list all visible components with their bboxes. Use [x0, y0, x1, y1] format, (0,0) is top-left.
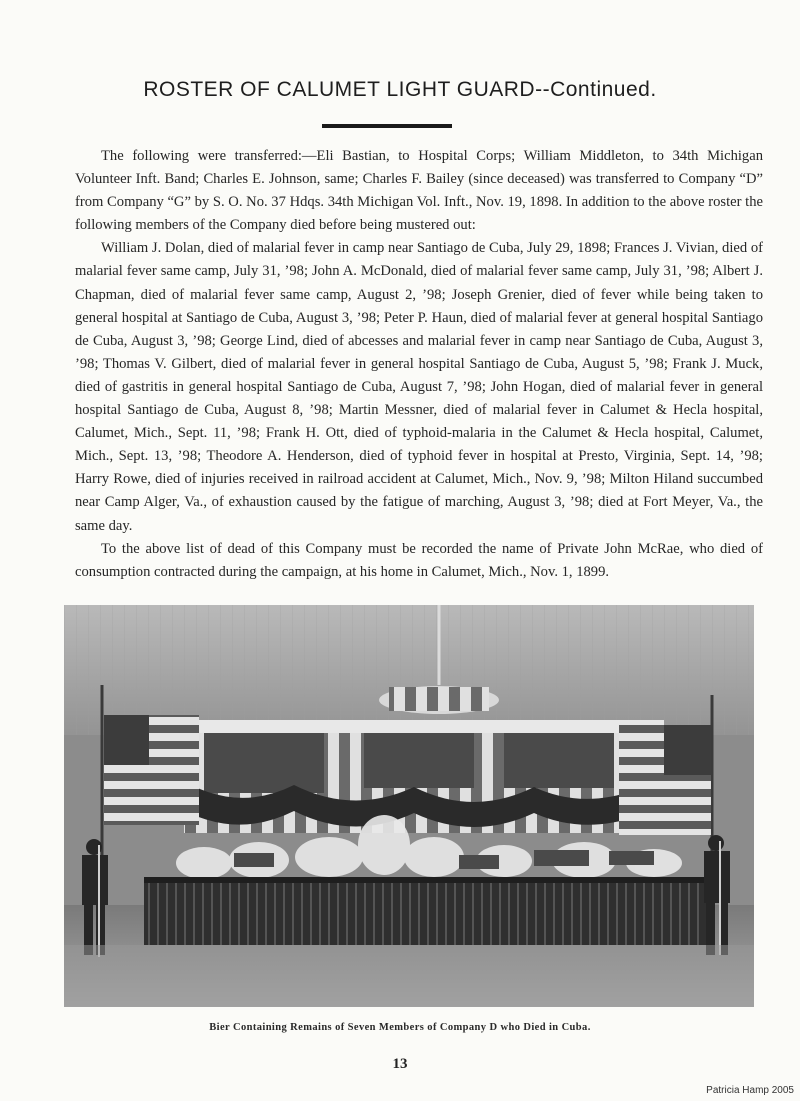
paragraph-mcrae: To the above list of dead of this Company must be recorded the name of Private John McRae, who died of consumption contracted during the campaign, at his home in Calumet, Mich., Nov. 1, 1899. [75, 540, 763, 580]
credit-text: Patricia Hamp 2005 [706, 1085, 794, 1096]
bier-photograph [64, 605, 754, 1007]
roster-text [75, 145, 763, 584]
paragraph-deaths: William J. Dolan, died of malarial fever in camp near Santiago de Cuba, July 29, 1898; Frances J. Vivian, died of malarial fever same camp, July 31, ’98; John A. McDonald, died of malarial fever same camp, July 31, ’98; Albert J. Chapman, died of malarial fever same camp, August 2, ’98; Joseph Grenier, died of fever while being taken to general hospital at Santiago de Cuba, August 3, ’98; Peter P. Haun, died of malarial fever at general hospital Santiago de Cuba, August 3, ’98; George Lind, died of abcesses and malarial fever in camp near Santiago de Cuba, August 3, ’98; Thomas V. Gilbert, died of malarial fever in general hospital Santiago de Cuba, August 5, ’98; Frank J. Muck, died of gastritis in general hospital Santiago de Cuba, August 7, ’98; John Hogan, died of malarial fever in general hospital Santiago de Cuba, August 8, ’98; Martin Messner, died of malarial fever in Calumet & Hecla hospital, Calumet, Mich., Sept. 11, ’98; Frank H. Ott, died of typhoid-malaria in the Calumet & Hecla hospital, Calumet, Mich., Sept. 13, ’98; Theodore A. Henderson, died of typhoid fever in hospital at Presto, Virginia, Sept. 14, ’98; Harry Rowe, died of injuries received in railroad accident at Calumet, Mich., Nov. 9, ’98; Milton Hiland succumbed near Camp Alger, Va., of exhaustion caused by the fatigue of marching, August 3, ’98; died at Fort Meyer, Va., the same day. [75, 240, 763, 534]
page-number: 13 [392, 1056, 408, 1072]
page-title: ROSTER OF CALUMET LIGHT GUARD--Continued. [143, 78, 657, 101]
title-underline [322, 124, 452, 128]
paragraph-transfers: The following were transferred:—Eli Bastian, to Hospital Corps; William Middleton, to 34th Michigan Volunteer Inft. Band; Charles E. Johnson, same; Charles F. Bailey (since deceased) was transferred to Company “D” from Company “G” by S. O. No. 37 Hdqs. 34th Michigan Vol. Inft., Nov. 19, 1898. In addition to the above roster the following members of the Company died before being mustered out: [75, 148, 763, 234]
photo-caption: Bier Containing Remains of Seven Members of Company D who Died in Cuba. [209, 1022, 591, 1033]
